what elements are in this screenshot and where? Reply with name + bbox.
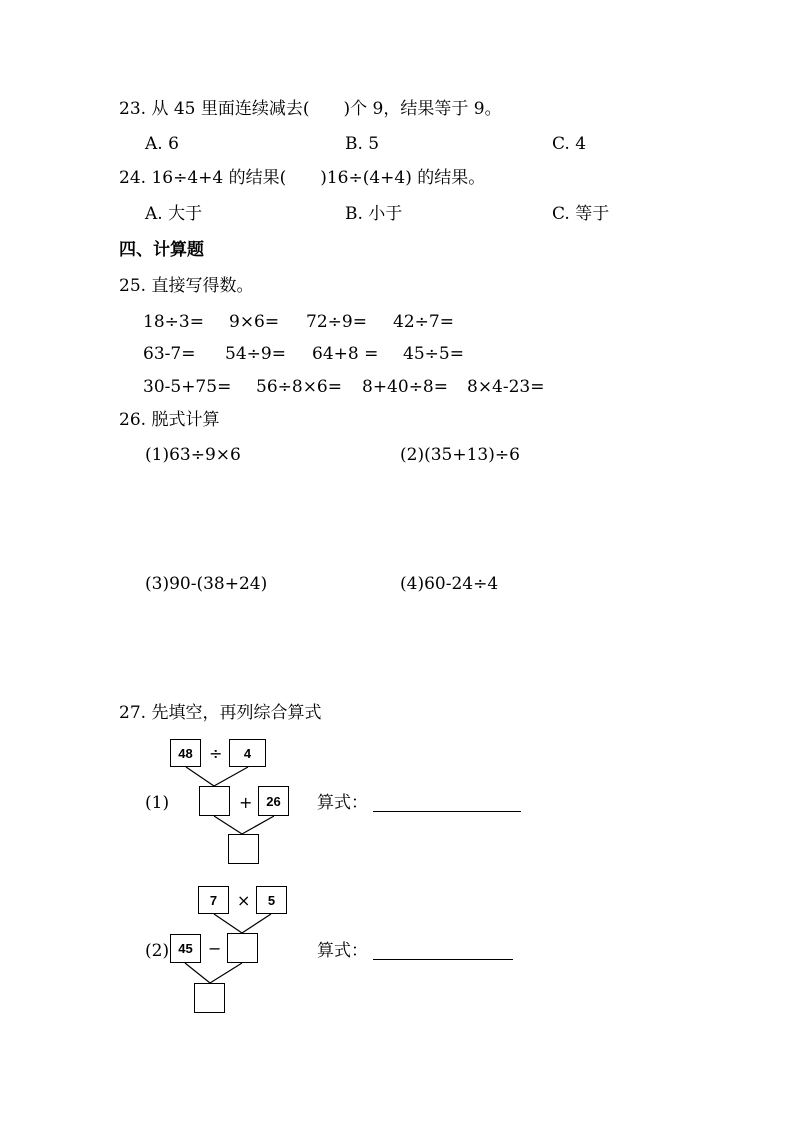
- question-24-stem: 24. 16÷4+4 的结果( )16÷(4+4) 的结果。: [119, 168, 486, 188]
- calc-item-3: (3)90-(38+24): [145, 574, 268, 594]
- oral-calc-item: 45÷5=: [403, 344, 464, 364]
- calc-item-1: (1)63÷9×6: [145, 445, 241, 465]
- formula-label: 算式：: [317, 941, 368, 961]
- option-b: B. 小于: [345, 204, 403, 224]
- option-c: C. 4: [552, 134, 587, 154]
- formula-answer-line[interactable]: [373, 811, 521, 812]
- question-25-stem: 25. 直接写得数。: [119, 276, 254, 296]
- number-box: 48: [170, 739, 201, 767]
- minus-sign: −: [208, 939, 222, 958]
- option-b: B. 5: [345, 134, 380, 154]
- section-heading: 四、计算题: [119, 240, 204, 260]
- calc-item-4: (4)60-24÷4: [400, 574, 499, 594]
- answer-box[interactable]: [199, 786, 230, 816]
- oral-calc-item: 54÷9=: [225, 344, 286, 364]
- oral-calc-item: 8×4-23=: [467, 377, 545, 397]
- number-box: 5: [256, 886, 287, 914]
- oral-calc-item: 42÷7=: [393, 312, 454, 332]
- oral-calc-item: 8+40÷8=: [362, 377, 448, 397]
- divide-sign: ÷: [209, 744, 223, 763]
- number-box: 45: [170, 934, 201, 963]
- calc-item-2: (2)(35+13)÷6: [400, 445, 520, 465]
- oral-calc-item: 18÷3=: [143, 312, 204, 332]
- answer-box[interactable]: [194, 983, 225, 1013]
- formula-label: 算式：: [317, 793, 368, 813]
- option-a: A. 大于: [145, 204, 203, 224]
- answer-box[interactable]: [227, 933, 258, 963]
- option-a: A. 6: [145, 134, 179, 154]
- plus-sign: +: [239, 793, 253, 812]
- formula-answer-line[interactable]: [373, 959, 513, 960]
- question-26-stem: 26. 脱式计算: [119, 410, 220, 430]
- oral-calc-item: 72÷9=: [306, 312, 367, 332]
- question-27-stem: 27. 先填空，再列综合算式: [119, 703, 322, 723]
- part-2-label: (2): [145, 941, 170, 961]
- question-23-stem: 23. 从 45 里面连续减去( )个 9，结果等于 9。: [119, 99, 502, 119]
- oral-calc-item: 30-5+75=: [143, 377, 232, 397]
- option-c: C. 等于: [552, 204, 610, 224]
- answer-box[interactable]: [228, 834, 259, 864]
- multiply-sign: ×: [237, 891, 251, 910]
- oral-calc-item: 9×6=: [229, 312, 280, 332]
- number-box: 4: [229, 739, 266, 767]
- oral-calc-item: 63-7=: [143, 344, 196, 364]
- part-1-label: (1): [145, 793, 170, 813]
- oral-calc-item: 64+8 =: [312, 344, 379, 364]
- oral-calc-item: 56÷8×6=: [256, 377, 342, 397]
- number-box: 7: [198, 886, 229, 914]
- number-box: 26: [258, 786, 289, 816]
